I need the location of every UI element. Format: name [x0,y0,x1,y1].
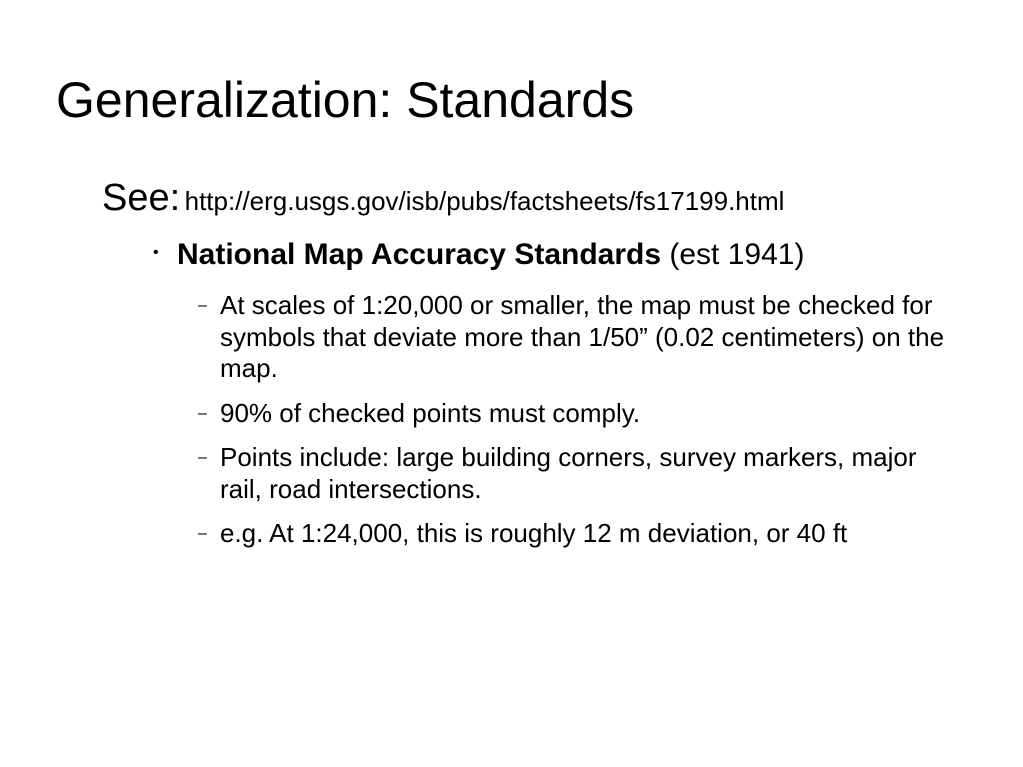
bullet-bold-text: National Map Accuracy Standards [177,238,662,271]
sub-bullet-text: Points include: large building corners, survey markers, major rail, road intersections. [220,442,917,504]
sub-bullet-text: e.g. At 1:24,000, this is roughly 12 m deviation, or 40 ft [220,518,848,548]
dash-icon: – [198,449,207,466]
reference-url: http://erg.usgs.gov/isb/pubs/factsheets/fs17199.html [184,186,785,216]
bullet-normal-text: (est 1941) [661,238,805,271]
dash-icon: – [198,297,207,314]
dash-icon: – [198,525,207,542]
sub-bullet-item [198,442,958,505]
sub-bullet-item [198,290,958,385]
see-reference [102,175,784,229]
slide-title: Generalization: Standards [56,72,635,128]
sub-bullet-item [198,398,958,430]
sub-bullet-text: At scales of 1:20,000 or smaller, the map must be checked for symbols that deviate more than 1/50” (0.02 centimeters) on the map. [220,290,945,383]
see-label: See: [102,177,181,219]
bullet-dot-icon: • [153,244,159,262]
sub-bullet-item [198,518,958,550]
dash-icon: – [198,404,207,422]
sub-bullet-list [198,290,958,563]
sub-bullet-text: 90% of checked points must comply. [220,397,641,428]
bullet-national-map-accuracy [153,236,804,275]
